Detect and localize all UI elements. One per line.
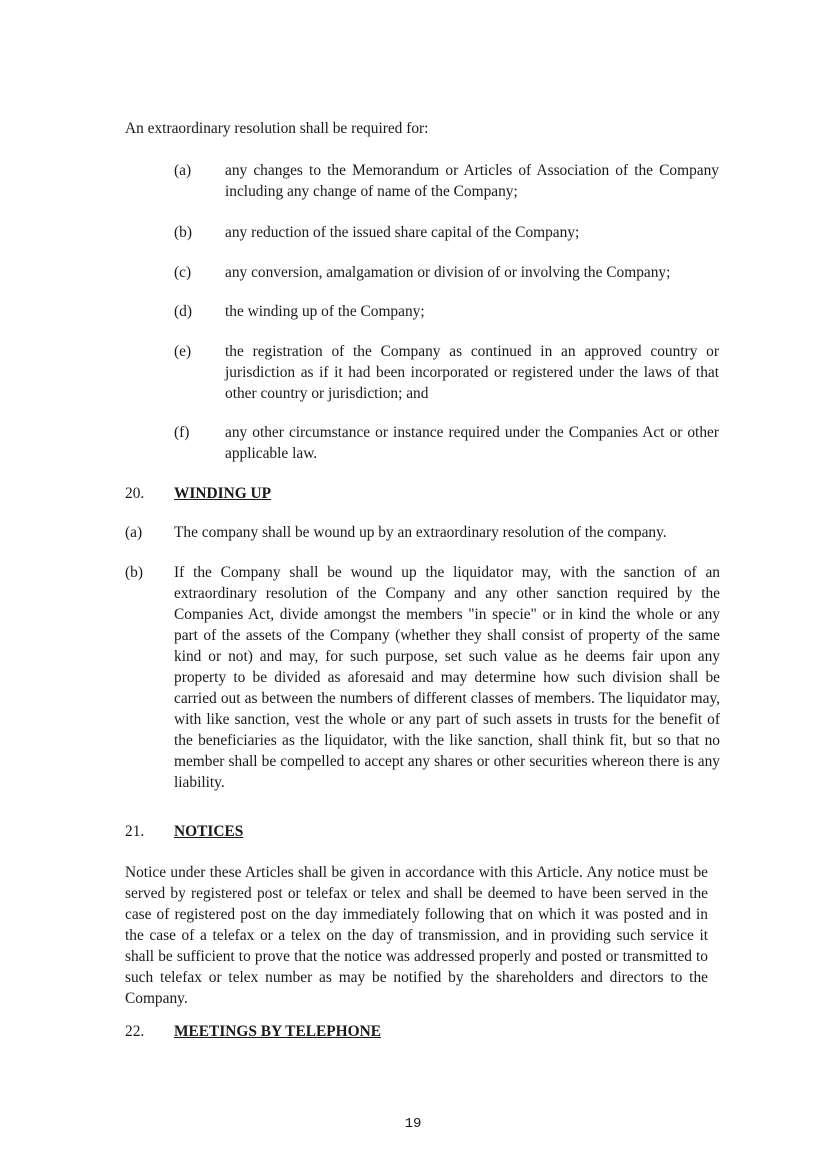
section-title: NOTICES <box>174 823 244 840</box>
section-title: MEETINGS BY TELEPHONE <box>174 1023 381 1040</box>
list-item-c <box>174 262 719 283</box>
list-item-e <box>174 341 719 404</box>
list-item-text: any reduction of the issued share capital of the Company; <box>225 224 580 241</box>
list-item-label: (d) <box>174 303 192 320</box>
para-label: (a) <box>125 524 143 541</box>
list-item-text: any conversion, amalgamation or division of or involving the Company; <box>225 264 671 281</box>
list-item-label: (e) <box>174 343 192 360</box>
list-item-b <box>174 222 719 243</box>
list-item-label: (a) <box>174 162 192 179</box>
winding-up-para-b <box>125 562 720 793</box>
list-item-text: the winding up of the Company; <box>225 303 425 320</box>
section-number: 20. <box>125 485 145 502</box>
list-item-f <box>174 422 719 464</box>
list-item-text: any other circumstance or instance required under the Companies Act or other applicable law. <box>225 424 719 462</box>
list-item-label: (c) <box>174 264 192 281</box>
intro-paragraph: An extraordinary resolution shall be required for: <box>125 120 429 137</box>
list-item-d <box>174 301 719 322</box>
winding-up-para-a <box>125 522 720 543</box>
list-item-label: (b) <box>174 224 192 241</box>
list-item-a <box>174 160 719 202</box>
para-text: If the Company shall be wound up the liquidator may, with the sanction of an extraordinary resolution of the Company and any other sanction required by the Companies Act, divide amongst the members "in specie" or in kind the whole or any part of the assets of the Company (whether they shall consist of property of the same kind or not) and may, for such purpose, set such value as he deems fair upon any property to be divided as aforesaid and may determine how such division shall be carried out as between the numbers of different classes of members. The liquidator may, with like sanction, vest the whole or any part of such assets in trusts for the benefit of the beneficiaries as the liquidator, with the like sanction, shall think fit, but so that no member shall be compelled to accept any shares or other securities whereon there is any liability. <box>174 564 720 791</box>
list-item-label: (f) <box>174 424 190 441</box>
notices-paragraph: Notice under these Articles shall be given in accordance with this Article. Any notice must be served by registered post or telefax or telex and shall be deemed to have been served in the case of registered post on the day immediately following that on which it was posted and in the case of a telefax or a telex on the day of transmission, and in providing such service it shall be sufficient to prove that the notice was addressed properly and posted or transmitted to such telefax or telex number as may be notified by the shareholders and directors to the Company. <box>125 864 708 1007</box>
page-number: 19 <box>404 1116 422 1132</box>
para-label: (b) <box>125 564 143 581</box>
list-item-text: the registration of the Company as continued in an approved country or jurisdiction as if it had been incorporated or registered under the laws of that other country or jurisdiction; and <box>225 343 719 402</box>
list-item-text: any changes to the Memorandum or Articles of Association of the Company including any change of name of the Company; <box>225 162 719 200</box>
section-number: 22. <box>125 1023 145 1040</box>
para-text: The company shall be wound up by an extraordinary resolution of the company. <box>174 524 667 541</box>
section-number: 21. <box>125 823 145 840</box>
section-title: WINDING UP <box>174 485 272 502</box>
